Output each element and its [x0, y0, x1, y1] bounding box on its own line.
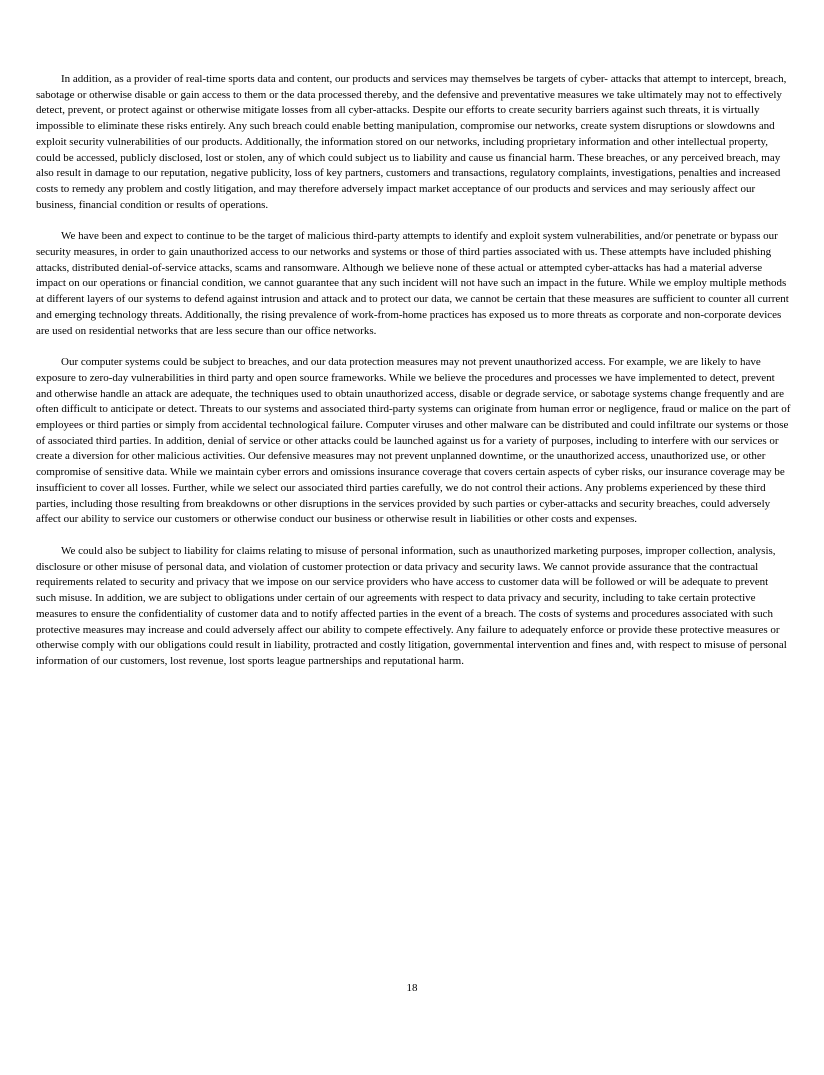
paragraph-malicious-third-party-attempts: We have been and expect to continue to be the target of malicious third-party attempts to identify and exploit system vulnerabilities, and/or penetrate or bypass our security measures, in order to gain unauthorized access to our networks and systems or those of third parties associated with us. These attempts have included phishing attacks, distributed denial-of-service attacks, scams and ransomware. Although we believe none of these actual or attempted cyber-attacks has had a material adverse impact on our operations or financial condition, we cannot guarantee that any such incident will not have such an impact in the future. While we employ multiple methods at different layers of our systems to defend against intrusion and attack and to protect our data, we cannot be certain that these measures are sufficient to counter all current and emerging technology threats. Additionally, the rising prevalence of work-from-home practices has exposed us to more threats as corporate and non-corporate devices are used on residential networks that are less secure than our office networks.	[36, 230, 789, 337]
paragraph-cyber-attack-targets: In addition, as a provider of real-time sports data and content, our products and services may themselves be targets of cyber- attacks that attempt to intercept, breach, sabotage or otherwise disable or gain access to them or the data processed thereby, and the defensive and preventative measures we take ultimately may not to effectively detect, prevent, or protect against or otherwise mitigate losses from all cyber-attacks. Despite our efforts to create security barriers against such threats, it is virtually impossible to eliminate these risks entirely. Any such breach could enable betting manipulation, compromise our networks, create system disruptions or slowdowns and exploit security vulnerabilities of our products. Additionally, the information stored on our networks, including proprietary information and other intellectual property, could be accessed, publicly disclosed, lost or stolen, any of which could subject us to liability and cause us financial harm. These breaches, or any perceived breach, may also result in damage to our reputation, negative publicity, loss of key partners, customers and transactions, regulatory complaints, investigations, penalties and increased costs to remedy any problem and costly litigation, and may therefore adversely impact market acceptance of our products and services and may seriously affect our business, financial condition or results of operations.	[36, 73, 787, 211]
body-text	[36, 72, 791, 686]
paragraph-personal-information-liability: We could also be subject to liability for claims relating to misuse of personal information, such as unauthorized marketing purposes, improper collection, analysis, disclosure or other misuse of personal data, and violation of customer protection or data privacy and security laws. We cannot provide assurance that the contractual requirements related to security and privacy that we impose on our service providers who have access to customer data will be followed or will be adequate to prevent such misuse. In addition, we are subject to obligations under certain of our agreements with respect to data privacy and security, including to take certain protective measures to ensure the confidentiality of customer data and to notify affected parties in the event of a breach. The costs of systems and procedures associated with such protective measures may increase and could adversely affect our ability to compete effectively. Any failure to adequately enforce or provide these protective measures or otherwise comply with our obligations could result in liability, protracted and costly litigation, governmental intervention and fines and, with respect to misuse of personal information of our customers, lost revenue, lost sports league partnerships and reputational harm.	[36, 544, 787, 667]
page-number: 18	[406, 982, 418, 994]
paragraph-computer-systems-breaches: Our computer systems could be subject to breaches, and our data protection measures may not prevent unauthorized access. For example, we are likely to have exposure to zero-day vulnerabilities in third party and open source frameworks. While we believe the procedures and processes we have implemented to detect, prevent and otherwise handle an attack are adequate, the techniques used to obtain unauthorized access, disable or degrade service, or sabotage systems change frequently and are often difficult to anticipate or detect. Threats to our systems and associated third-party systems can originate from human error or negligence, fraud or malice on the part of employees or third parties or simply from accidental technological failure. Computer viruses and other malware can be distributed and could infiltrate our systems or those of associated third parties. In addition, denial of service or other attacks could be launched against us for a variety of purposes, including to interfere with our services or create a diversion for other malicious activities. Our defensive measures may not prevent unplanned downtime, or the unauthorized access, unauthorized use, or other compromise of sensitive data. While we maintain cyber errors and omissions insurance coverage that covers certain aspects of cyber risks, our insurance coverage may be insufficient to cover all losses. Further, while we select our associated third parties carefully, we do not control their actions. Any problems experienced by these third parties, including those resulting from breakdowns or other disruptions in the services provided by such parties or cyber-attacks and security breaches, could adversely affect our ability to service our customers or otherwise conduct our business or otherwise result in liabilities or other costs and expenses.	[36, 356, 791, 526]
